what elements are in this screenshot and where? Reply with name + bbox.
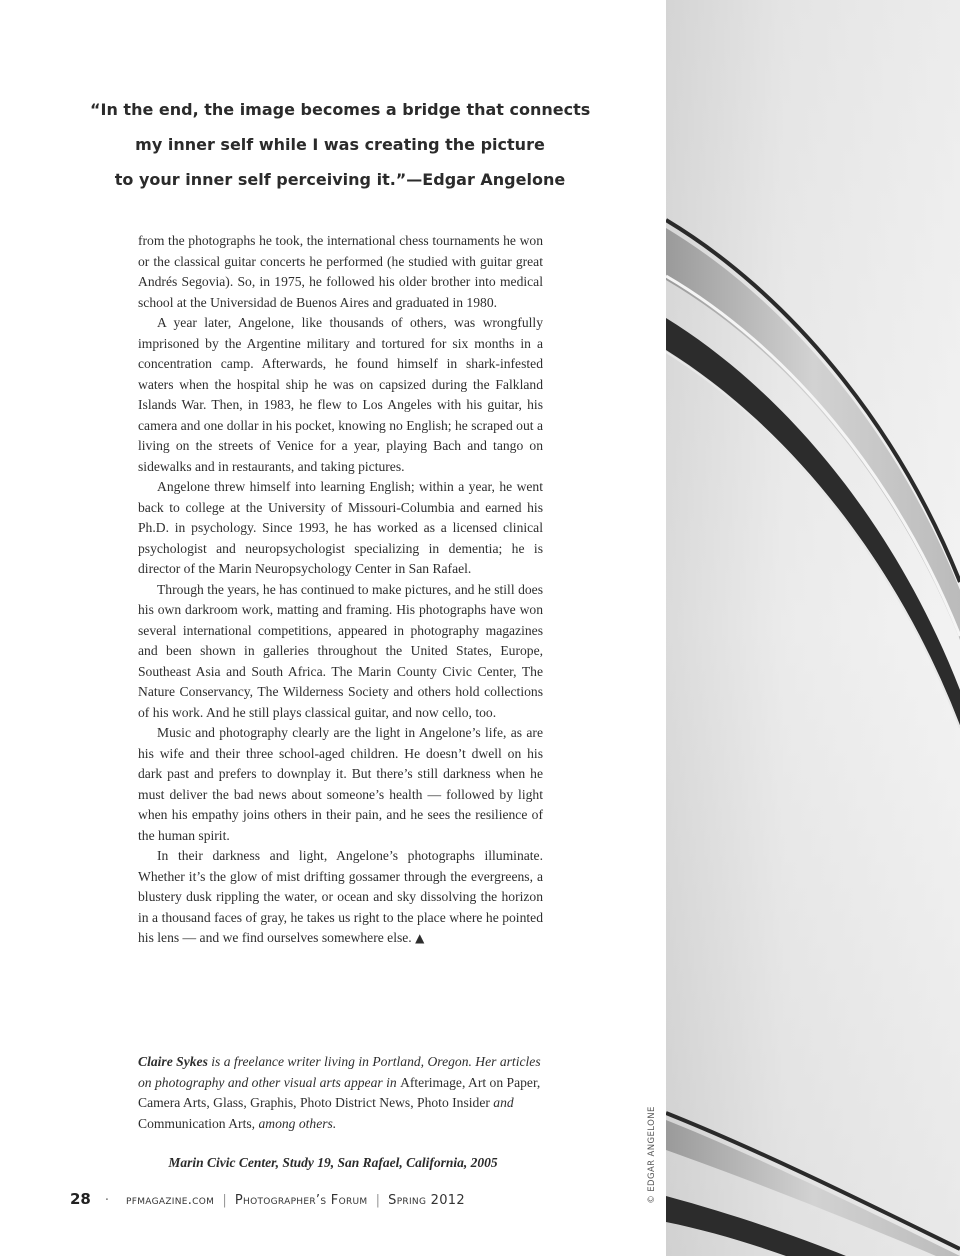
article-paragraph-text: In their darkness and light, Angelone’s photographs illuminate. Whether it’s the glow of mist drifting gossamer through the evergreens, a blustery dusk rippling the water, or ocean and sky dissolving the horizon in a thousand faces of gray, he takes us right to the place where he pointed his lens — and we find ourselves somewhere else.	[138, 848, 543, 945]
article-paragraph: from the photographs he took, the international chess tournaments he won or the classical guitar concerts he performed (he studied with guitar great Andrés Segovia). So, in 1975, he followed his older brother into medical school at the Universidad de Buenos Aires and graduated in 1980.	[138, 233, 543, 310]
page-number: 28	[70, 1190, 91, 1208]
pull-quote-line-3: to your inner self perceiving it.”—Edgar Angelone	[114, 170, 566, 189]
article-paragraph: A year later, Angelone, like thousands of others, was wrongfully imprisoned by the Argentine military and tortured for six months in a concentration camp. Afterwards, he found himself in shark-infested waters when the hospital ship he was on capsized during the Falkland Islands War. Then, in 1983, he flew to Los Angeles with his guitar, his camera and one dollar in his pocket, knowing no English; he scraped out a living on the streets of Venice for a year, playing Bach and tango on sidewalks and in restaurants, and taking pictures.	[138, 315, 543, 474]
pull-quote-line-2: my inner self while I was creating the picture	[135, 135, 545, 154]
footer-dot: ·	[104, 1193, 110, 1208]
photo-caption: Marin Civic Center, Study 19, San Rafael, California, 2005	[168, 1155, 498, 1170]
bio-text-1: is a freelance writer living in Portland, Oregon. Her articles on photography and other visual arts appear in	[138, 1054, 541, 1090]
article-paragraph: Through the years, he has continued to make pictures, and he still does his own darkroom work, matting and framing. His photographs have won several international competitions, appeared in photography magazines and been shown in galleries throughout the United States, Europe, Southeast Asia and South Africa. The Marin County Civic Center, The Nature Conservancy, The Wilderness Society and others hold collections of his work. And he still plays classical guitar, and now cello, too.	[138, 581, 543, 720]
architecture-photo	[666, 0, 960, 1256]
bio-text-2: , among others.	[251, 1115, 337, 1131]
author-bio	[138, 1052, 543, 1134]
article-paragraph-last	[138, 846, 543, 949]
pull-quote	[90, 92, 590, 197]
article-paragraph: Angelone threw himself into learning English; within a year, he went back to college at the University of Missouri-Columbia and earned his Ph.D. in psychology. Since 1993, he has worked as a licensed clinical psychologist and neuropsychologist specializing in dementia; he is director of the Marin Neuropsychology Center in San Rafael.	[138, 479, 543, 576]
photo-credit: © EDGAR ANGELONE	[647, 1106, 657, 1204]
article-paragraph: Music and photography clearly are the light in Angelone’s life, as are his wife and their three school-aged children. He doesn’t dwell on his dark past and prefers to downplay it. But there’s still darkness when he must deliver the bad news about someone’s health — followed by light when his empathy joins others in their pain, and he sees the resilience of the human spirit.	[138, 725, 543, 843]
footer-issue: Spring 2012	[388, 1193, 465, 1208]
article-body	[138, 231, 543, 949]
photograph	[666, 0, 960, 1256]
footer-separator: |	[222, 1193, 227, 1208]
page-footer	[70, 1190, 465, 1208]
footer-site: pfmagazine.com	[126, 1193, 215, 1208]
bio-publications-1: Afterimage, Art on Paper, Camera Arts, Glass, Graphis, Photo District News, Photo Insider	[138, 1074, 541, 1110]
footer-separator: |	[375, 1193, 380, 1208]
bio-and: and	[489, 1095, 514, 1110]
pull-quote-line-1: “In the end, the image becomes a bridge that connects	[90, 100, 591, 119]
end-mark-icon: ▲	[415, 931, 425, 945]
author-name: Claire Sykes	[138, 1054, 208, 1069]
bio-publications-2: Communication Arts	[138, 1115, 252, 1131]
footer-magazine: Photographer’s Forum	[234, 1193, 368, 1208]
